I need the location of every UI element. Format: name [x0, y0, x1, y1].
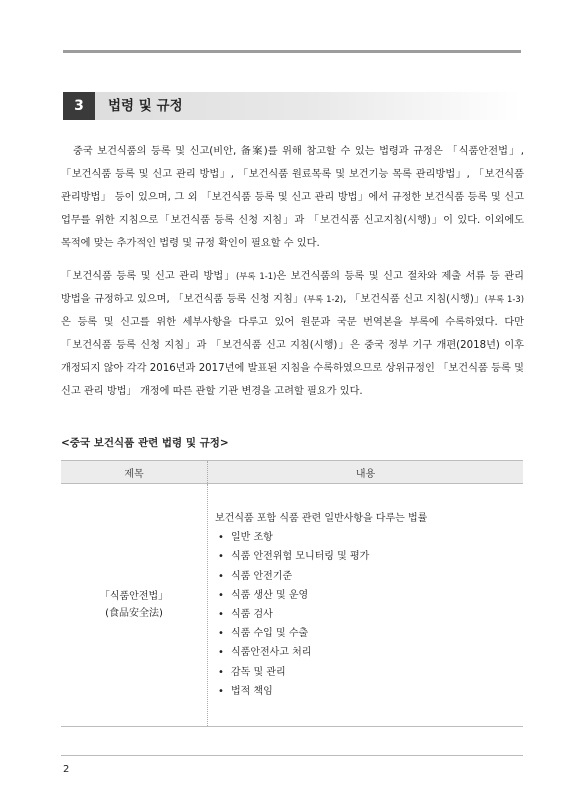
- law-name-chinese: (食品安全法): [105, 608, 163, 619]
- header-content: 내용: [208, 461, 524, 484]
- table-header-row: [61, 461, 523, 484]
- appendix-ref-1: (부록 1-1): [236, 271, 277, 281]
- list-item: • 식품 생산 및 운영: [215, 586, 522, 605]
- table-row: [61, 484, 523, 727]
- header-title: 제목: [61, 461, 208, 484]
- law-table: [61, 460, 523, 727]
- list-item: • 식품 안전기준: [215, 567, 522, 586]
- footer-rule: [61, 755, 523, 756]
- appendix-ref-3: (부록 1-3): [484, 294, 524, 304]
- law-items-list: [215, 528, 522, 701]
- law-name-cell: [61, 484, 208, 727]
- list-item: • 법적 책임: [215, 682, 522, 701]
- list-item: • 식품 안전위험 모니터링 및 평가: [215, 547, 522, 566]
- list-item: • 감독 및 관리: [215, 663, 522, 682]
- top-rule: [63, 50, 521, 53]
- law-name: 「식품안전법」: [99, 591, 169, 602]
- law-content-cell: [208, 484, 524, 727]
- paragraph-2-part4: 은 등록 및 신고를 위한 세부사항을 다루고 있어 원문과 국문 번역본을 부록에 수록하였다. 다만 「보건식품 등록 신청 지침」과 「보건식품 신고 지침(시행)」은 중국 정부 기구 개편(2018년) 이후 개정되지 않아 각각 2016년과 2017년에 발표된 지침을 수록하였으므로 상위규정인 「보건식품 등록 및 신고 관리 방법」 개정에 따른 관할 기관 변경을 고려할 필요가 있다.: [61, 317, 524, 397]
- section-number: 3: [63, 92, 95, 120]
- paragraph-2-part2: 은 보건식품의 등록 및 신고 절차와 제출 서류 등 관리 방법을 규정하고 있으며, 「보건식품 등록 신청 지침」: [61, 271, 524, 305]
- page-number: 2: [63, 764, 70, 775]
- appendix-ref-2: (부록 1-2): [303, 294, 344, 304]
- list-item: • 식품 검사: [215, 605, 522, 624]
- list-item: • 식품 수입 및 수출: [215, 624, 522, 643]
- list-item: • 식품안전사고 처리: [215, 643, 522, 662]
- list-item: • 일반 조항: [215, 528, 522, 547]
- table-title: <중국 보건식품 관련 법령 및 규정>: [61, 437, 229, 449]
- section-header: [63, 92, 521, 120]
- paragraph-1: [61, 140, 524, 255]
- section-title: 법령 및 규정: [108, 98, 183, 114]
- law-description: 보건식품 포함 식품 관련 일반사항을 다루는 법률: [215, 512, 428, 524]
- paragraph-2: [61, 265, 524, 403]
- paragraph-2-part3: , 「보건식품 신고 지침(시행)」: [343, 294, 485, 305]
- paragraph-2-part1: 「보건식품 등록 및 신고 관리 방법」: [61, 271, 236, 282]
- paragraph-1-text: 중국 보건식품의 등록 및 신고(비안, 备案)를 위해 참고할 수 있는 법령과 규정은 「식품안전법」, 「보건식품 등록 및 신고 관리 방법」, 「보건식품 원료목록 및 보건기능 목록 관리방법」, 「보건식품 관리방법」 등이 있으며, 그 외 「보건식품 등록 및 신고 관리 방법」에서 규정한 보건식품 등록 및 신고 업무를 위한 지침으로「보건식품 등록 신청 지침」과 「보건식품 신고지침(시행)」이 있다. 이외에도 목적에 맞는 추가적인 법령 및 규정 확인이 필요할 수 있다.: [61, 146, 524, 249]
